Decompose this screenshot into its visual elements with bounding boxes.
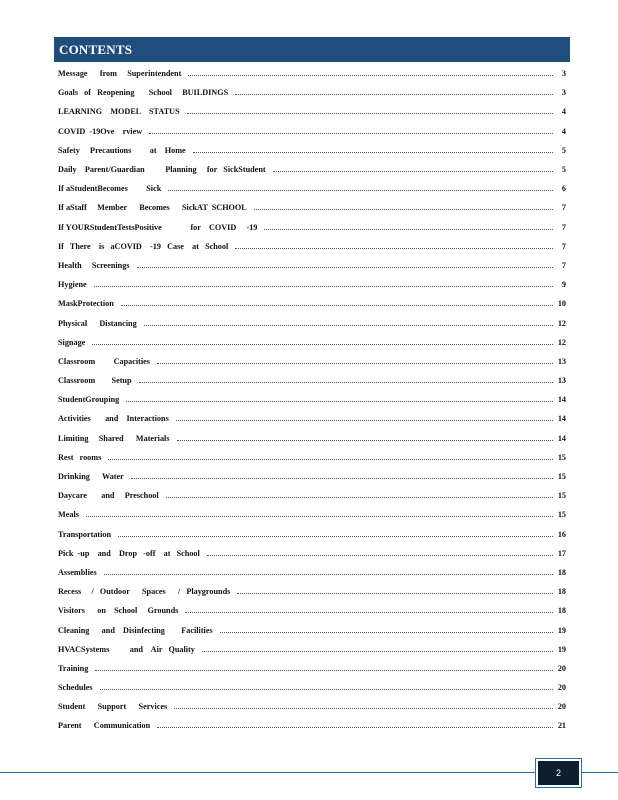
toc-entry[interactable] (58, 122, 566, 141)
toc-entry-title: Goals of Reopening School BUILDINGS (58, 88, 232, 97)
toc-entry-title: Message from Superintendent (58, 69, 185, 78)
toc-entry[interactable] (58, 160, 566, 179)
toc-entry[interactable] (58, 544, 566, 563)
toc-entry[interactable] (58, 64, 566, 83)
toc-entry-page: 15 (557, 472, 566, 482)
toc-entry-page: 5 (561, 145, 566, 155)
dot-leader (220, 632, 553, 633)
dot-leader (108, 459, 553, 460)
toc-entry-title: Schedules (58, 683, 97, 692)
toc-entry-page: 3 (561, 69, 566, 79)
toc-entry[interactable] (58, 390, 566, 409)
toc-entry-title: If aStaff Member Becomes SickAT SCHOOL (58, 203, 251, 212)
dot-leader (185, 612, 553, 613)
toc-entry-page: 13 (557, 376, 566, 386)
toc-entry[interactable] (58, 294, 566, 313)
toc-entry-title: Rest rooms (58, 453, 105, 462)
dot-leader (202, 651, 553, 652)
dot-leader (166, 497, 553, 498)
toc-entry[interactable] (58, 486, 566, 505)
toc-entry-page: 15 (557, 452, 566, 462)
dot-leader (254, 209, 553, 210)
toc-entry[interactable] (58, 256, 566, 275)
dot-leader (137, 267, 554, 268)
toc-entry[interactable] (58, 505, 566, 524)
toc-entry[interactable] (58, 141, 566, 160)
toc-entry-page: 18 (557, 606, 566, 616)
toc-entry-page: 12 (557, 337, 566, 347)
toc-entry[interactable] (58, 716, 566, 735)
toc-entry-title: Activities and Interactions (58, 414, 173, 423)
toc-entry-title: Pick -up and Drop -off at School (58, 549, 204, 558)
dot-leader (168, 190, 553, 191)
toc-entry-title: If aStudentBecomes Sick (58, 184, 165, 193)
table-of-contents (58, 64, 566, 736)
dot-leader (177, 440, 553, 441)
dot-leader (139, 382, 553, 383)
toc-entry-title: Visitors on School Grounds (58, 606, 182, 615)
toc-entry-title: Signage (58, 338, 89, 347)
dot-leader (193, 152, 553, 153)
toc-entry[interactable] (58, 198, 566, 217)
dot-leader (144, 325, 553, 326)
dot-leader (157, 727, 553, 728)
dot-leader (131, 478, 553, 479)
toc-entry[interactable] (58, 620, 566, 639)
toc-entry-page: 21 (557, 721, 566, 731)
toc-entry-title: Parent Communication (58, 721, 154, 730)
dot-leader (94, 286, 553, 287)
toc-entry[interactable] (58, 218, 566, 237)
toc-entry-title: Meals (58, 510, 83, 519)
toc-entry-page: 17 (557, 548, 566, 558)
dot-leader (264, 229, 553, 230)
contents-title: CONTENTS (59, 42, 133, 57)
dot-leader (235, 94, 553, 95)
toc-entry-title: COVID -19Ove rview (58, 127, 146, 136)
dot-leader (207, 555, 553, 556)
toc-entry-page: 7 (561, 222, 566, 232)
toc-entry-page: 6 (561, 184, 566, 194)
toc-entry-title: Student Support Services (58, 702, 171, 711)
toc-entry-page: 20 (557, 702, 566, 712)
dot-leader (118, 536, 553, 537)
dot-leader (188, 75, 553, 76)
toc-entry-title: StudentGrouping (58, 395, 123, 404)
toc-entry-title: MaskProtection (58, 299, 118, 308)
toc-entry-title: Daycare and Preschool (58, 491, 163, 500)
toc-entry-title: If There is aCOVID -19 Case at School (58, 242, 232, 251)
toc-entry-title: Classroom Setup (58, 376, 136, 385)
toc-entry-title: Classroom Capacities (58, 357, 154, 366)
toc-entry[interactable] (58, 697, 566, 716)
dot-leader (157, 363, 553, 364)
footer-divider (0, 772, 618, 773)
toc-entry-page: 3 (561, 88, 566, 98)
toc-entry-title: Hygiene (58, 280, 91, 289)
page-number: 2 (555, 768, 561, 778)
toc-entry-title: Assemblies (58, 568, 101, 577)
toc-entry-page: 7 (561, 241, 566, 251)
toc-entry-page: 4 (561, 107, 566, 117)
dot-leader (95, 670, 553, 671)
dot-leader (187, 113, 553, 114)
toc-entry-page: 14 (557, 433, 566, 443)
toc-entry-title: Training (58, 664, 92, 673)
toc-entry-title: Transportation (58, 530, 115, 539)
toc-entry-page: 14 (557, 395, 566, 405)
toc-entry-title: Daily Parent/Guardian Planning for SickStudent (58, 165, 270, 174)
toc-entry-page: 18 (557, 587, 566, 597)
toc-entry[interactable] (58, 640, 566, 659)
toc-entry-title: Physical Distancing (58, 319, 141, 328)
toc-entry[interactable] (58, 525, 566, 544)
dot-leader (104, 574, 553, 575)
toc-entry[interactable] (58, 448, 566, 467)
toc-entry[interactable] (58, 313, 566, 332)
dot-leader (86, 516, 553, 517)
toc-entry-page: 15 (557, 491, 566, 501)
toc-entry[interactable] (58, 409, 566, 428)
toc-entry[interactable] (58, 102, 566, 121)
toc-entry[interactable] (58, 83, 566, 102)
contents-header (54, 37, 570, 62)
toc-entry-page: 20 (557, 663, 566, 673)
toc-entry[interactable] (58, 582, 566, 601)
toc-entry[interactable] (58, 678, 566, 697)
toc-entry-title: Cleaning and Disinfecting Facilities (58, 626, 217, 635)
toc-entry-page: 19 (557, 625, 566, 635)
dot-leader (235, 248, 553, 249)
toc-entry[interactable] (58, 563, 566, 582)
dot-leader (273, 171, 553, 172)
toc-entry-title: If YOURStudentTestsPositive for COVID -19 (58, 223, 261, 232)
toc-entry-page: 7 (561, 203, 566, 213)
dot-leader (176, 420, 553, 421)
toc-entry[interactable] (58, 659, 566, 678)
dot-leader (121, 305, 553, 306)
toc-entry-page: 4 (561, 126, 566, 136)
toc-entry-page: 19 (557, 644, 566, 654)
dot-leader (174, 708, 553, 709)
dot-leader (237, 593, 553, 594)
toc-entry-title: Recess / Outdoor Spaces / Playgrounds (58, 587, 234, 596)
toc-entry-page: 5 (561, 165, 566, 175)
toc-entry[interactable] (58, 429, 566, 448)
toc-entry-page: 7 (561, 260, 566, 270)
dot-leader (149, 133, 553, 134)
toc-entry-page: 18 (557, 567, 566, 577)
toc-entry[interactable] (58, 352, 566, 371)
dot-leader (92, 344, 553, 345)
dot-leader (100, 689, 553, 690)
toc-entry[interactable] (58, 601, 566, 620)
toc-entry-page: 10 (557, 299, 566, 309)
toc-entry-page: 13 (557, 356, 566, 366)
toc-entry[interactable] (58, 179, 566, 198)
toc-entry-page: 14 (557, 414, 566, 424)
dot-leader (126, 401, 553, 402)
toc-entry-title: Drinking Water (58, 472, 128, 481)
toc-entry[interactable] (58, 275, 566, 294)
toc-entry-page: 15 (557, 510, 566, 520)
toc-entry[interactable] (58, 371, 566, 390)
toc-entry[interactable] (58, 237, 566, 256)
toc-entry[interactable] (58, 333, 566, 352)
toc-entry-title: HVACSystems and Air Quality (58, 645, 199, 654)
toc-entry-page: 16 (557, 529, 566, 539)
toc-entry-title: Limiting Shared Materials (58, 434, 174, 443)
toc-entry-title: LEARNING MODEL STATUS (58, 107, 184, 116)
page-number-box (536, 759, 581, 787)
toc-entry-page: 12 (557, 318, 566, 328)
toc-entry[interactable] (58, 467, 566, 486)
toc-entry-page: 9 (561, 280, 566, 290)
toc-entry-title: Health Screenings (58, 261, 134, 270)
toc-entry-page: 20 (557, 683, 566, 693)
toc-entry-title: Safety Precautions at Home (58, 146, 190, 155)
